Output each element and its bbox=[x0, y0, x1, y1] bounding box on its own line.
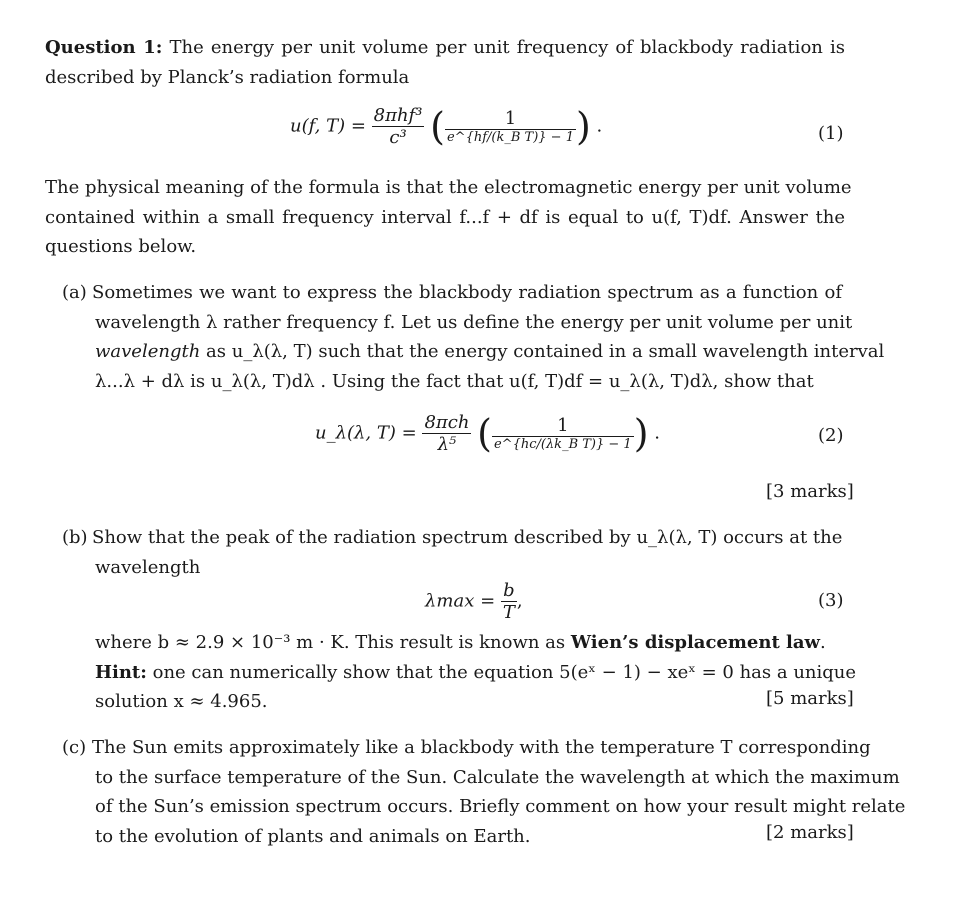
eq2-inner-fraction: $\frac{1}{\text{e\textasciicircum{}\{hc/(λk\_B T)\} − 1}}$ bbox=[493, 415, 632, 452]
intro-line-1: The energy per unit volume per unit frequency of blackbody radiation is bbox=[169, 37, 845, 58]
equation-2-number: (2) bbox=[818, 425, 844, 446]
part-a-text bbox=[62, 278, 885, 396]
part-b-solution: solution x ≈ 4.965. bbox=[95, 691, 268, 712]
eq1-lhs: u(f, T) = bbox=[290, 115, 366, 137]
part-b-label: (b) bbox=[62, 527, 88, 548]
part-c-line-3: of the Sun’s emission spectrum occurs. Briefly comment on how your result might relate bbox=[95, 796, 906, 817]
part-b-line-2: wavelength bbox=[95, 556, 201, 578]
eq3-fraction: $\frac{b}{T}$ bbox=[502, 580, 515, 623]
part-a-line-2: wavelength λ rather frequency f. Let us define the energy per unit volume per unit bbox=[95, 311, 853, 333]
intro-line-2: described by Planck’s radiation formula bbox=[45, 66, 410, 88]
question-intro bbox=[45, 33, 845, 92]
part-b-text bbox=[62, 523, 845, 582]
equation-3: λmax = $\frac{b}{T}$ , bbox=[425, 580, 523, 623]
part-c-line-4: to the evolution of plants and animals on Earth. bbox=[95, 825, 531, 847]
eq1-fraction: $\frac{\text{8πhf³}}{\text{c³}}$ bbox=[373, 105, 423, 148]
part-b-where: where b ≈ 2.9 × 10⁻³ m · K. This result is known as bbox=[95, 632, 571, 653]
part-a-line-4: λ...λ + dλ is u_λ(λ, T)dλ . Using the fact that u(f, T)df = u_λ(λ, T)dλ, show that bbox=[95, 370, 814, 392]
part-c-text bbox=[62, 733, 906, 851]
part-a-wavelength-word: wavelength bbox=[95, 341, 201, 362]
part-b-after: where b ≈ 2.9 × 10⁻³ m · K. This result is known as Wien’s displacement law. Hint: one can numerically show that the equation 5(eˣ − 1) − xeˣ = 0 has a unique solution x ≈ 4.965. bbox=[95, 628, 845, 717]
meaning-paragraph bbox=[45, 173, 852, 262]
eq2-fraction: $\frac{\text{8πch}}{\text{λ⁵}}$ bbox=[424, 412, 470, 455]
part-a-label: (a) bbox=[62, 282, 87, 303]
equation-1-number: (1) bbox=[818, 123, 844, 144]
meaning-line-2: contained within a small frequency interval f...f + df is equal to u(f, T)df. Answer the bbox=[45, 206, 845, 228]
part-a-line-3: as u_λ(λ, T) such that the energy contained in a small wavelength interval bbox=[200, 341, 885, 362]
part-c-label: (c) bbox=[62, 737, 87, 758]
meaning-line-3: questions below. bbox=[45, 236, 197, 257]
eq3-lhs: λmax = bbox=[425, 590, 496, 612]
equation-1: u(f, T) = $\frac{\text{8πhf³}}{\text{c³}}$ ( $\frac{1}{\text{e\textasciicircum{}\{hf/(k\_B T)\} − 1}}$ ) . bbox=[290, 104, 603, 149]
hint-label: Hint: bbox=[95, 661, 147, 683]
meaning-line-1: The physical meaning of the formula is that the electromagnetic energy per unit volume bbox=[45, 177, 852, 198]
part-a-marks: [3 marks] bbox=[766, 481, 854, 502]
part-c-line-1: The Sun emits approximately like a blackbody with the temperature T corresponding bbox=[92, 737, 871, 758]
question-heading: Question 1: bbox=[45, 37, 163, 58]
hint-text: one can numerically show that the equation 5(eˣ − 1) − xeˣ = 0 has a unique bbox=[146, 661, 857, 683]
equation-2: u_λ(λ, T) = $\frac{\text{8πch}}{\text{λ⁵}}$ ( $\frac{1}{\text{e\textasciicircum{}\{hc/(λk\_B T)\} − 1}}$ ) . bbox=[315, 411, 660, 456]
eq2-lhs: u_λ(λ, T) = bbox=[315, 422, 417, 444]
part-c-line-2: to the surface temperature of the Sun. Calculate the wavelength at which the maximum bbox=[95, 766, 900, 788]
eq1-inner-fraction: $\frac{1}{\text{e\textasciicircum{}\{hf/(k\_B T)\} − 1}}$ bbox=[446, 108, 574, 145]
equation-3-number: (3) bbox=[818, 590, 844, 611]
part-a-line-1: Sometimes we want to express the blackbody radiation spectrum as a function of bbox=[92, 282, 842, 303]
part-b-line-1: Show that the peak of the radiation spectrum described by u_λ(λ, T) occurs at the bbox=[92, 527, 843, 548]
part-b-marks: [5 marks] bbox=[766, 688, 854, 709]
wien-law: Wien’s displacement law bbox=[570, 632, 821, 653]
part-c-marks: [2 marks] bbox=[766, 822, 854, 843]
